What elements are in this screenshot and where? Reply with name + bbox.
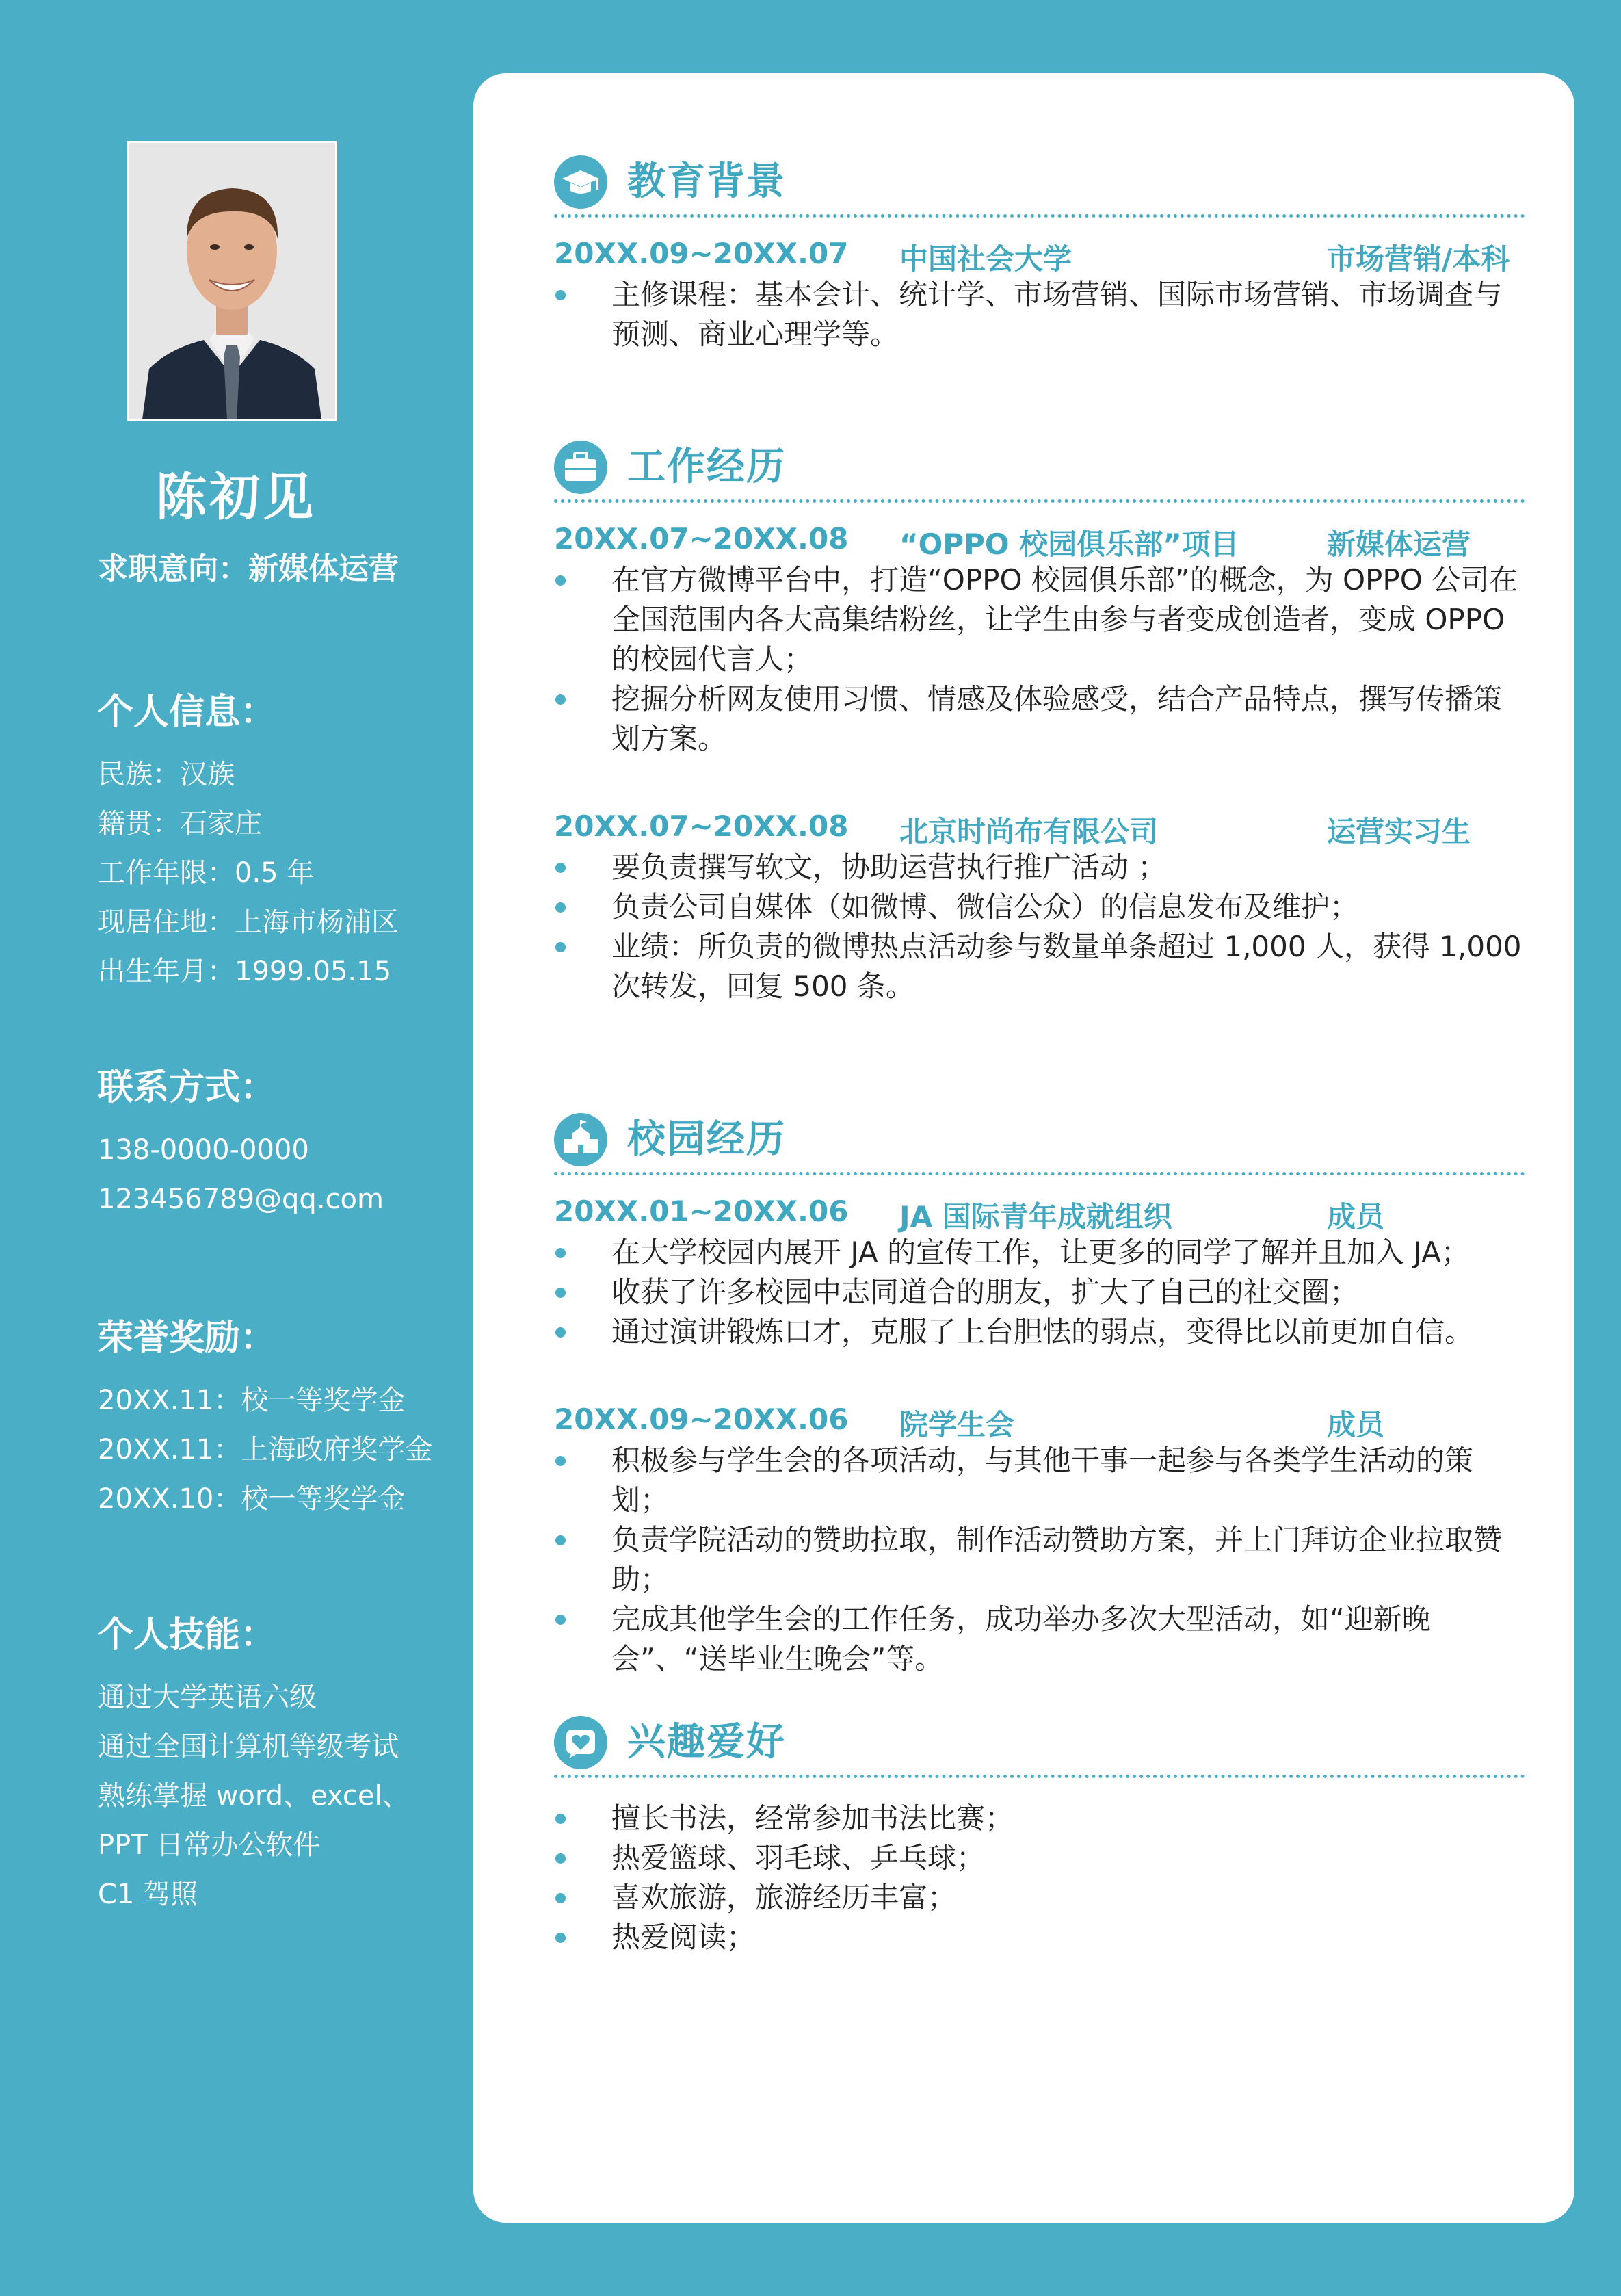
contact-title: 联系方式：: [98, 1067, 276, 1108]
briefcase-icon: [554, 441, 607, 494]
bullet-item: 负责公司自媒体（如微博、微信公众）的信息发布及维护；: [554, 887, 1525, 927]
campus-entry: [554, 1185, 1525, 1352]
bullet-item: 擅长书法，经常参加书法比赛；: [554, 1799, 1525, 1838]
job-intent: 求职意向：新媒体运营: [98, 551, 399, 586]
honors-title: 荣誉奖励：: [98, 1318, 276, 1359]
personal-info-section: [98, 690, 460, 996]
entry-org: JA 国际青年成就组织: [899, 1200, 1172, 1234]
bullet-item: 积极参与学生会的各项活动，与其他干事一起参与各类学生活动的策划；: [554, 1441, 1525, 1520]
honor-item: 20XX.11：上海政府奖学金: [98, 1434, 433, 1465]
education-entry: [554, 227, 1525, 354]
personal-info-item: 现居住地：上海市杨浦区: [98, 906, 399, 938]
sidebar: [0, 0, 472, 2296]
bullet-item: 喜欢旅游，旅游经历丰富；: [554, 1878, 1525, 1918]
bullet-item: 主修课程：基本会计、统计学、市场营销、国际市场营销、市场调查与预测、商业心理学等。: [554, 275, 1525, 354]
personal-info-item: 民族：汉族: [98, 759, 235, 790]
skill-item: 通过大学英语六级: [98, 1682, 317, 1713]
entry-date: 20XX.01~20XX.06: [554, 1195, 849, 1228]
campus-title: 校园经历: [627, 1117, 786, 1162]
entry-org: “OPPO 校园俱乐部”项目: [899, 527, 1239, 561]
campus-section: [554, 1106, 1525, 1679]
entry-date: 20XX.09~20XX.06: [554, 1403, 849, 1436]
work-section: [554, 434, 1525, 1006]
bullet-item: 完成其他学生会的工作任务，成功举办多次大型活动，如“迎新晚会”、“送毕业生晚会”等。: [554, 1600, 1525, 1679]
work-entry: [554, 512, 1525, 759]
entry-org: 院学生会: [899, 1408, 1015, 1441]
bullet-item: 挖掘分析网友使用习惯、情感及体验感受，结合产品特点，撰写传播策划方案。: [554, 679, 1525, 759]
hobbies-section: [554, 1709, 1525, 1957]
graduation-cap-icon: [554, 155, 607, 209]
bullet-item: 在大学校园内展开 JA 的宣传工作，让更多的同学了解并且加入 JA；: [554, 1233, 1525, 1273]
resume-card: [473, 73, 1574, 2223]
work-header: [554, 434, 1525, 503]
work-entry: [554, 800, 1525, 1006]
bullet-item: 热爱阅读；: [554, 1918, 1525, 1957]
education-section: [554, 148, 1525, 354]
skill-item: 熟练掌握 word、excel、: [98, 1780, 410, 1812]
entry-role: 运营实习生: [1327, 815, 1471, 848]
hobbies-title: 兴趣爱好: [627, 1720, 786, 1764]
bullet-list: [554, 275, 1525, 354]
heart-icon: [554, 1716, 607, 1769]
bullet-list: [554, 1233, 1525, 1352]
entry-date: 20XX.07~20XX.08: [554, 809, 849, 843]
skill-item: PPT 日常办公软件: [98, 1829, 321, 1861]
profile-photo: [127, 141, 337, 421]
education-title: 教育背景: [627, 159, 786, 204]
bullet-item: 热爱篮球、羽毛球、乒乓球；: [554, 1838, 1525, 1878]
entry-role: 成员: [1327, 1200, 1385, 1234]
bullet-item: 通过演讲锻炼口才，克服了上台胆怯的弱点，变得比以前更加自信。: [554, 1312, 1525, 1352]
entry-date: 20XX.09~20XX.07: [554, 237, 849, 270]
bullet-item: 业绩：所负责的微博热点活动参与数量单条超过 1,000 人，获得 1,000 次转发，回复 500 条。: [554, 927, 1525, 1006]
campus-entry: [554, 1393, 1525, 1679]
contact-section: [98, 1065, 460, 1224]
bullet-item: 要负责撰写软文，协助运营执行推广活动 ；: [554, 848, 1525, 887]
campus-header: [554, 1106, 1525, 1175]
personal-info-item: 籍贯：石家庄: [98, 808, 262, 839]
entry-date: 20XX.07~20XX.08: [554, 522, 849, 556]
entry-role: 成员: [1327, 1408, 1385, 1441]
skill-item: C1 驾照: [98, 1879, 198, 1910]
contact-email: 123456789@qq.com: [98, 1184, 384, 1215]
school-icon: [554, 1113, 607, 1166]
bullet-list: [554, 1799, 1525, 1957]
bullet-list: [554, 1441, 1525, 1679]
skills-title: 个人技能：: [98, 1615, 276, 1656]
honors-section: [98, 1316, 460, 1524]
person-portrait-icon: [129, 143, 335, 419]
work-title: 工作经历: [627, 445, 786, 489]
hobbies-header: [554, 1709, 1525, 1778]
honor-item: 20XX.11：校一等奖学金: [98, 1385, 406, 1416]
entry-org: 中国社会大学: [899, 242, 1072, 276]
bullet-list: [554, 848, 1525, 1006]
bullet-list: [554, 560, 1525, 759]
bullet-item: 负责学院活动的赞助拉取，制作活动赞助方案，并上门拜访企业拉取赞助；: [554, 1520, 1525, 1600]
entry-role: 新媒体运营: [1327, 527, 1471, 561]
bullet-item: 收获了许多校园中志同道合的朋友，扩大了自己的社交圈；: [554, 1273, 1525, 1312]
skills-section: [98, 1613, 460, 1919]
education-header: [554, 148, 1525, 218]
skill-item: 通过全国计算机等级考试: [98, 1731, 399, 1762]
personal-info-title: 个人信息：: [98, 692, 276, 733]
contact-phone: 138-0000-0000: [98, 1134, 309, 1166]
honor-item: 20XX.10：校一等奖学金: [98, 1483, 406, 1515]
entry-role: 市场营销/本科: [1327, 242, 1510, 276]
personal-info-item: 出生年月：1999.05.15: [98, 956, 392, 987]
candidate-name: 陈初见: [156, 468, 316, 527]
bullet-item: 在官方微博平台中，打造“OPPO 校园俱乐部”的概念，为 OPPO 公司在全国范围内各大高集结粉丝，让学生由参与者变成创造者，变成 OPPO 的校园代言人；: [554, 560, 1525, 679]
entry-org: 北京时尚布有限公司: [899, 815, 1159, 848]
personal-info-item: 工作年限：0.5 年: [98, 857, 315, 889]
